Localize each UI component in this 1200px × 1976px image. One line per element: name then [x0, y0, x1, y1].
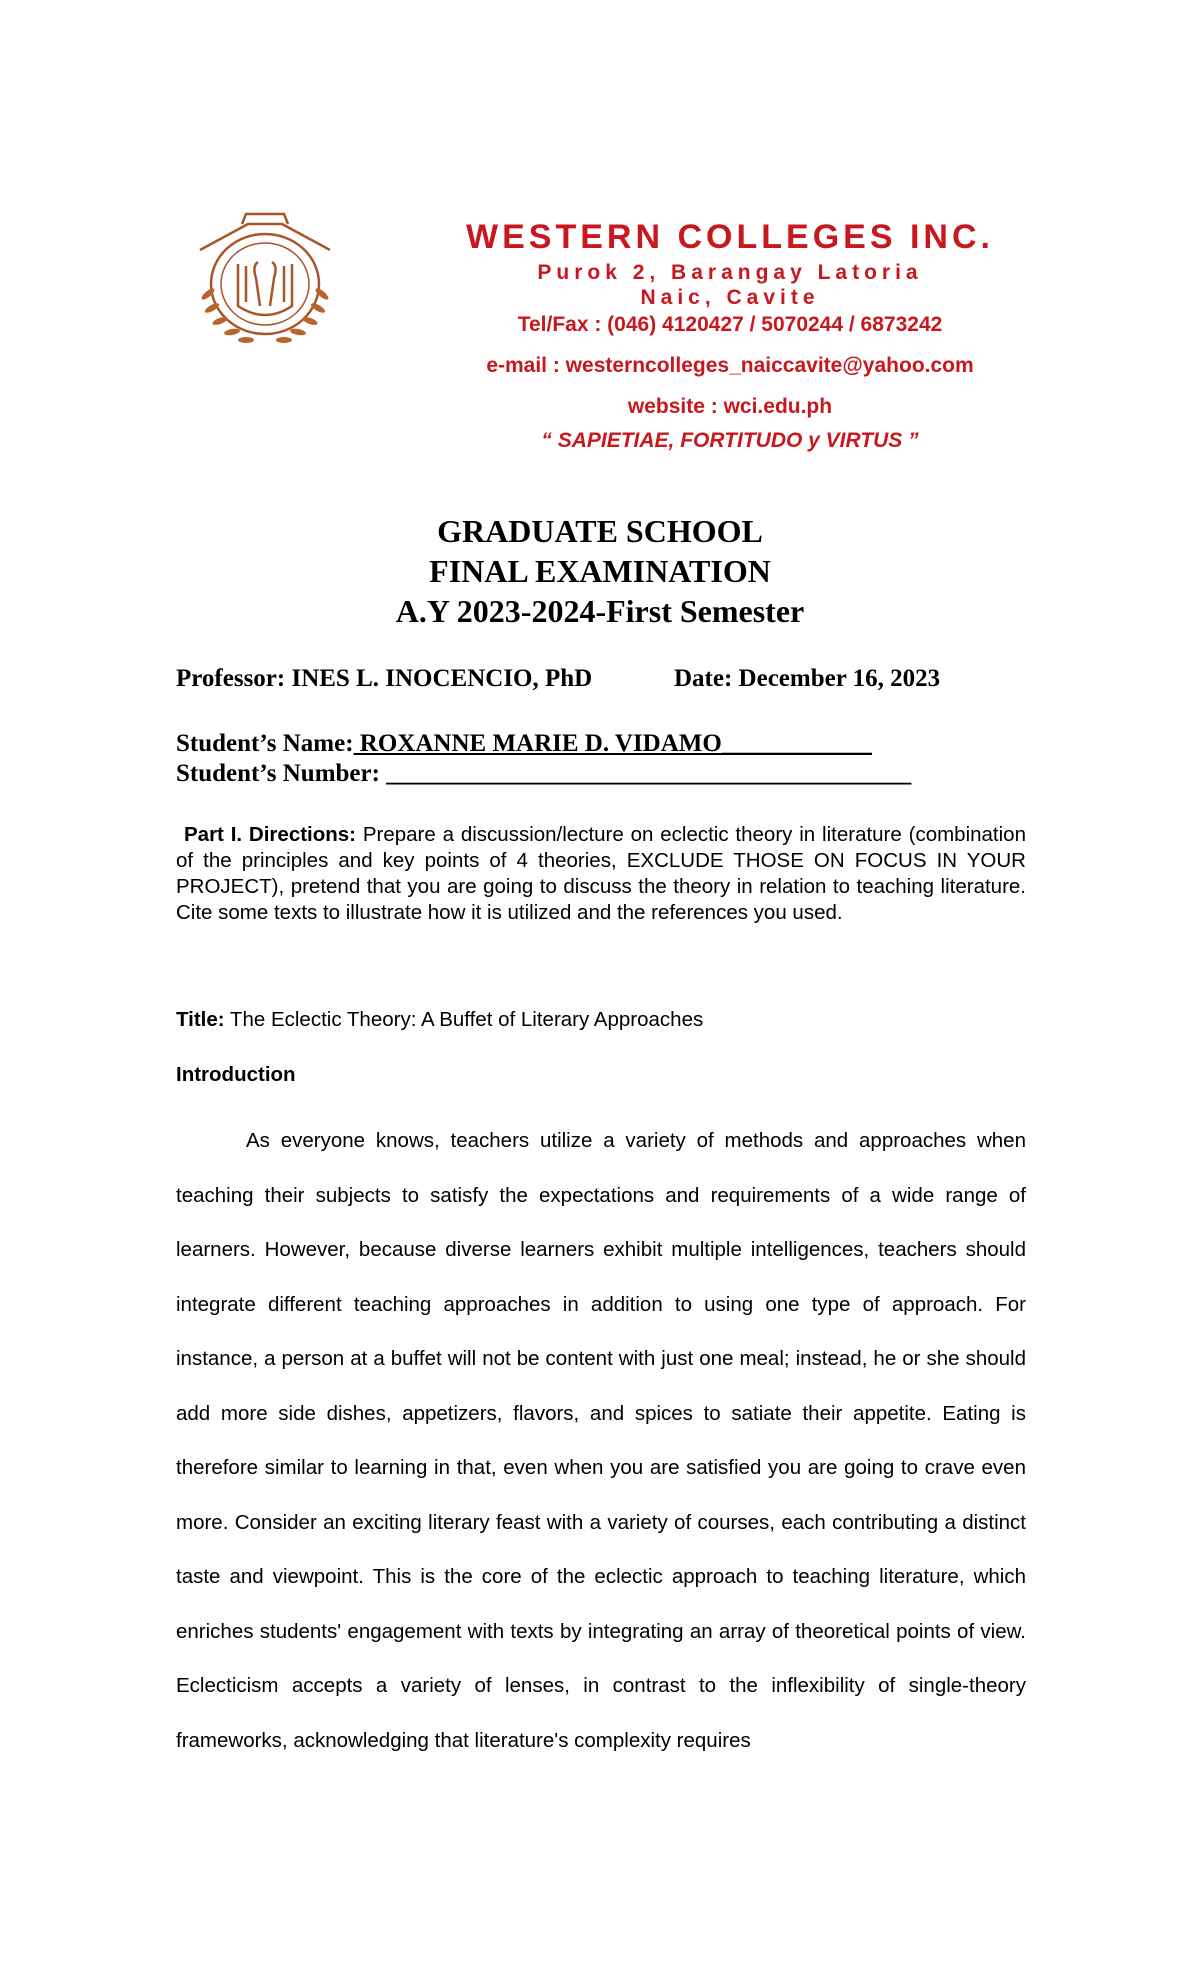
essay-title-line	[176, 1008, 1026, 1032]
intro-paragraph-block	[176, 1114, 1026, 1768]
student-number-value: __________________________________________	[379, 760, 912, 787]
motto: “ SAPIETIAE, FORTITUDO y VIRTUS ”	[541, 429, 919, 452]
address-line-2: Naic, Cavite	[640, 286, 820, 309]
school-title: GRADUATE SCHOOL	[437, 513, 763, 549]
email-line: e-mail : westerncolleges_naiccavite@yahoo.com	[486, 354, 974, 377]
intro-paragraph: As everyone knows, teachers utilize a variety of methods and approaches when teaching their subjects to satisfy the expectations and requirements of a wide range of learners. However, because diverse learners exhibit multiple intelligences, teachers should integrate different teaching approaches in addition to using one type of approach. For instance, a person at a buffet will not be content with just one meal; instead, he or she should add more side dishes, appetizers, flavors, and spices to satiate their appetite. Eating is therefore similar to learning in that, even when you are satisfied you are going to crave even more. Consider an exciting literary feast with a variety of courses, each contributing a distinct taste and viewpoint. This is the core of the eclectic approach to teaching literature, which enriches students' engagement with texts by integrating an array of theoretical points of view. Eclecticism accepts a variety of lenses, in contrast to the inflexibility of single-theory frameworks, acknowledging that literature's complexity requires	[176, 1129, 1026, 1752]
exam-title: FINAL EXAMINATION	[429, 553, 771, 589]
exam-date: Date: December 16, 2023	[674, 665, 941, 692]
telfax-line: Tel/Fax : (046) 4120427 / 5070244 / 6873242	[517, 313, 943, 336]
essay-title-label: Title:	[176, 1008, 225, 1031]
student-number-line	[176, 760, 911, 788]
address-line-1: Purok 2, Barangay Latoria	[537, 261, 923, 284]
essay-title-text: The Eclectic Theory: A Buffet of Literary Approaches	[224, 1008, 704, 1031]
student-number-label: Student’s Number:	[176, 760, 380, 787]
student-name-label: Student’s Name:	[176, 730, 354, 757]
website-line: website : wci.edu.ph	[627, 395, 833, 418]
professor-line: Professor: INES L. INOCENCIO, PhD	[176, 665, 593, 692]
academic-year: A.Y 2023-2024-First Semester	[395, 593, 805, 629]
intro-heading: Introduction	[176, 1063, 296, 1086]
student-name-value: ROXANNE MARIE D. VIDAMO____________	[353, 730, 872, 757]
institution-logo	[186, 206, 344, 354]
institution-name: WESTERN COLLEGES INC.	[466, 218, 994, 256]
student-name-line	[176, 730, 872, 758]
directions-label: Part I. Directions:	[184, 823, 357, 846]
directions-block	[176, 822, 1026, 926]
directions-text: Prepare a discussion/lecture on eclectic theory in literature (combination of the principles and key points of 4 theories, EXCLUDE THOSE ON FOCUS IN YOUR PROJECT), pretend that you are going to discuss the theory in relation to teaching literature. Cite some texts to illustrate how it is utilized and the references you used.	[176, 823, 1026, 924]
